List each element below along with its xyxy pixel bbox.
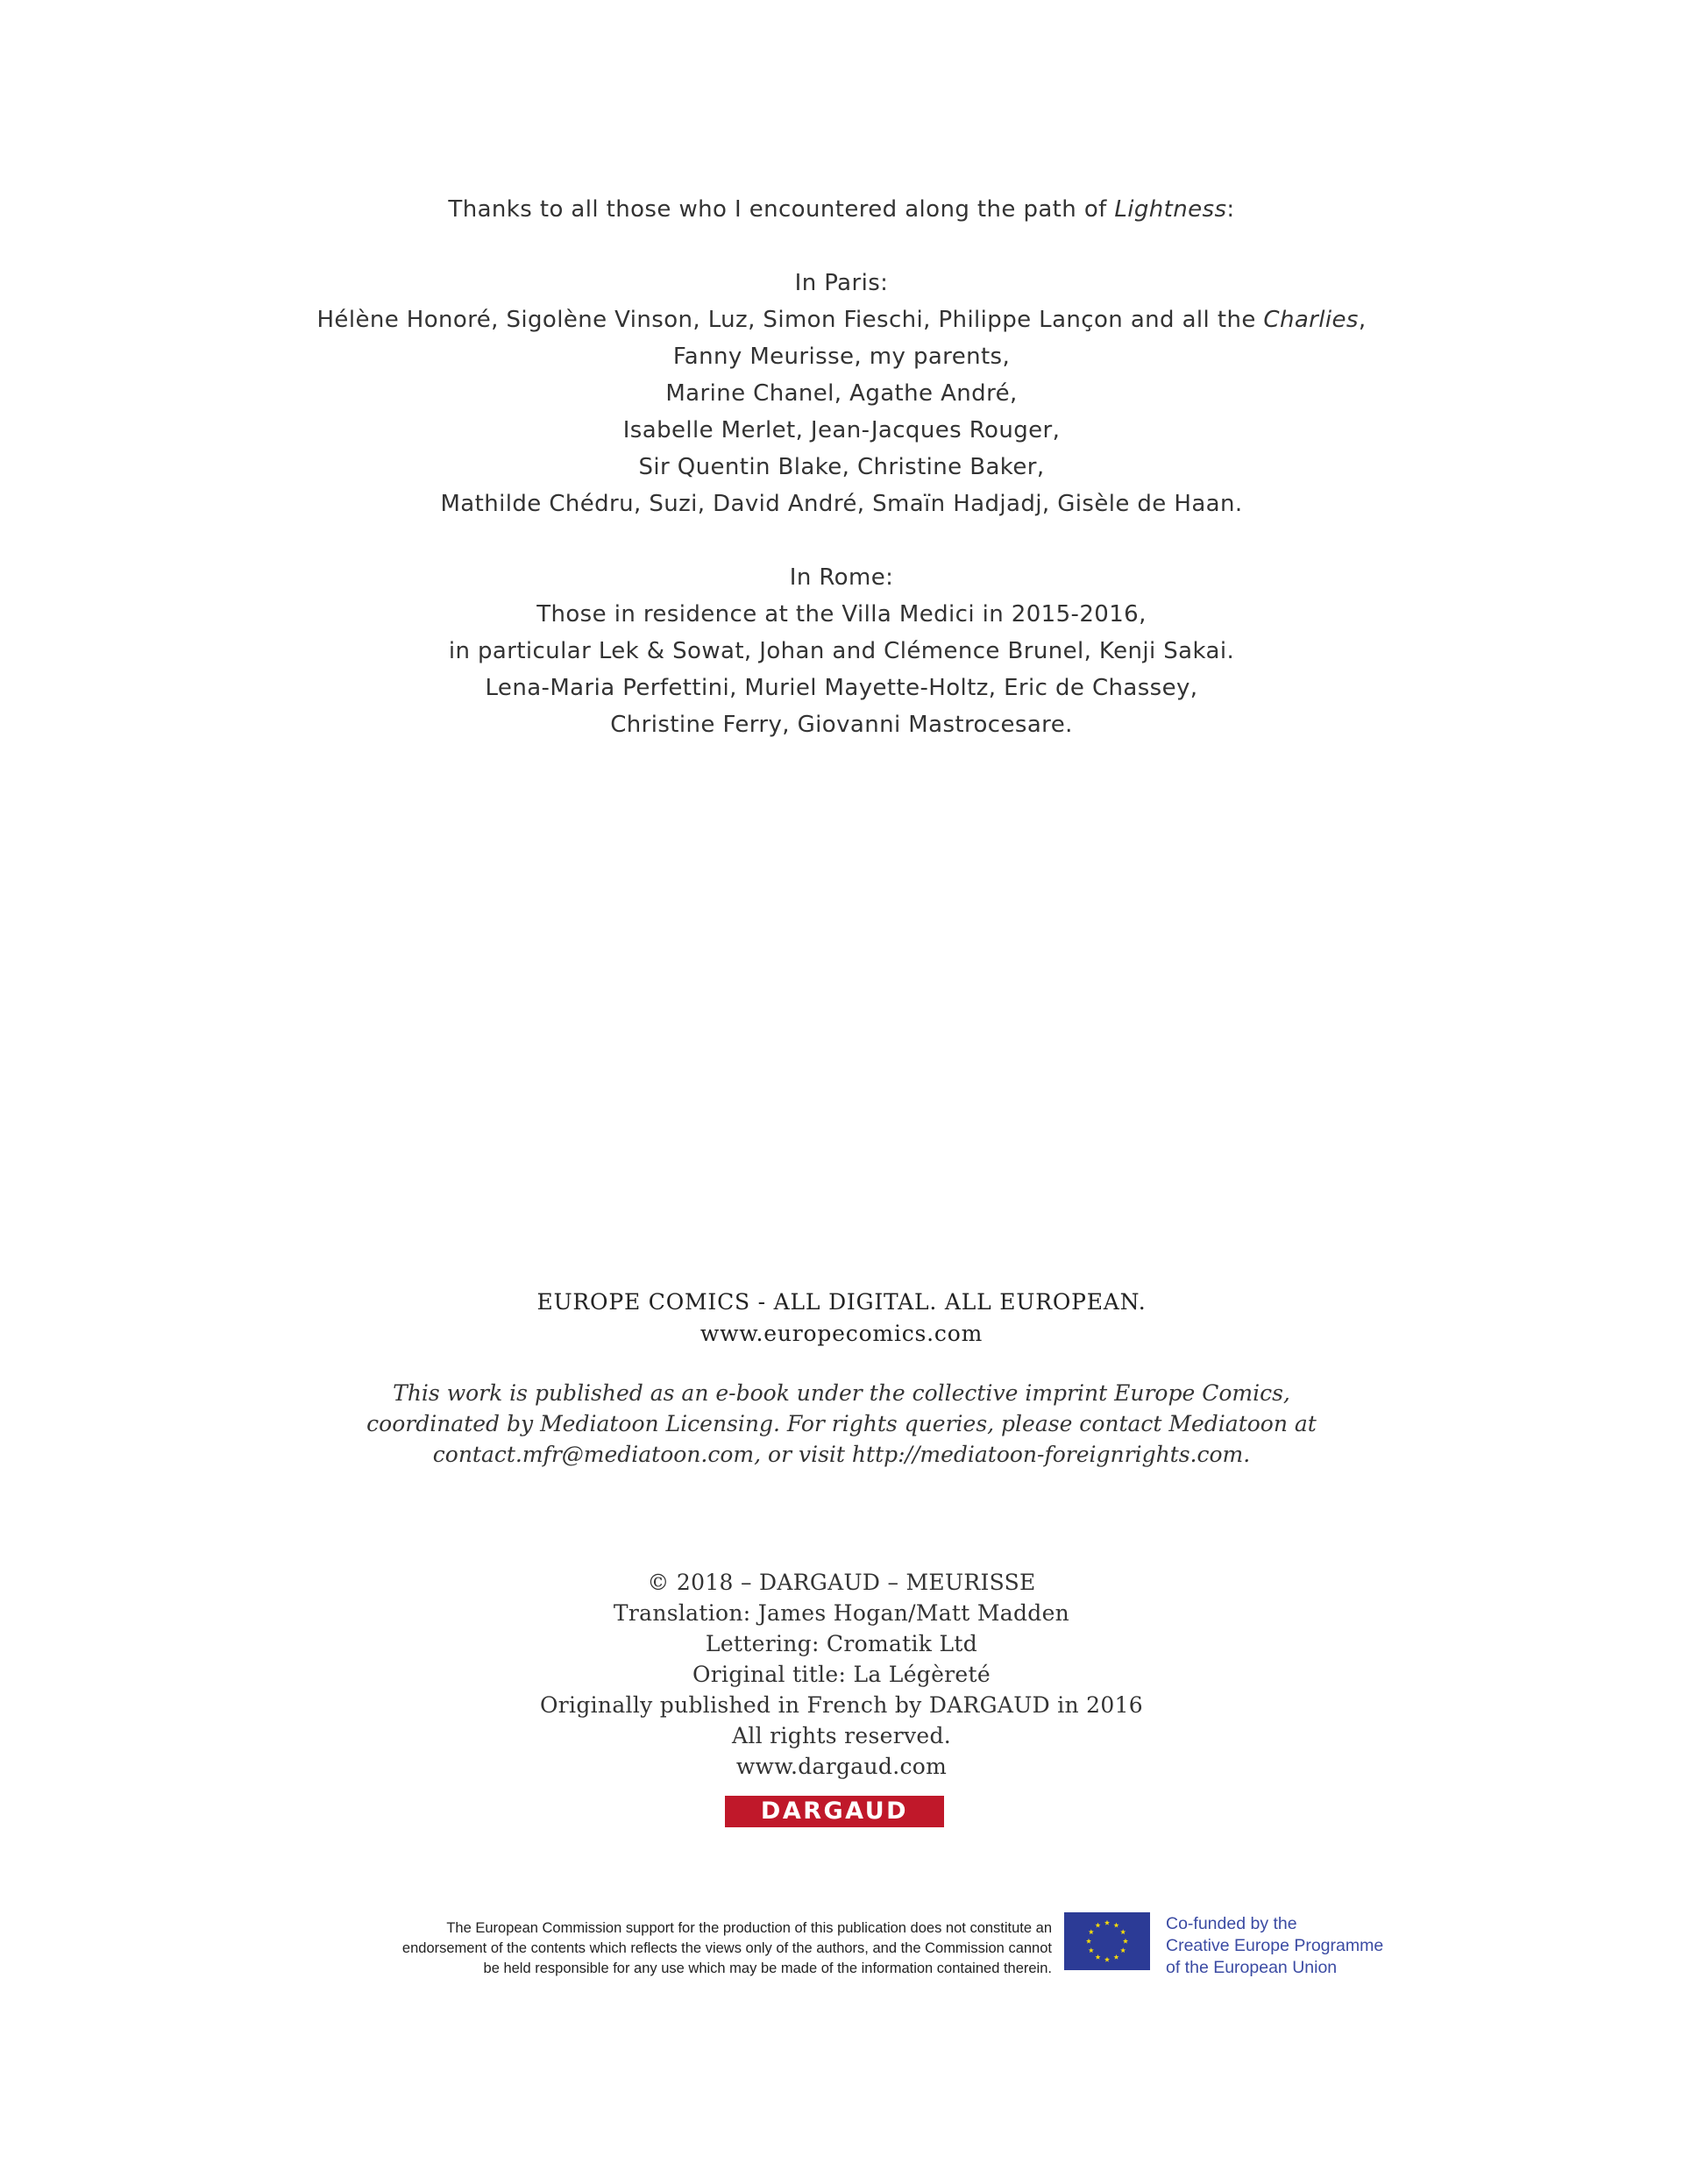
imprint-notice xyxy=(0,1378,1683,1470)
eu-star-icon xyxy=(1089,1947,1094,1953)
eu-star-icon xyxy=(1120,1947,1126,1953)
europe-comics-header xyxy=(0,1287,1683,1350)
cofunded-label xyxy=(1166,1913,1383,1979)
translation-line: Translation: James Hogan/Matt Madden xyxy=(613,1600,1070,1626)
eu-disclaimer xyxy=(245,1918,1052,1979)
original-publication-line: Originally published in French by DARGAUD in 2016 xyxy=(539,1692,1143,1718)
imprint-line: This work is published as an e-book under the collective imprint Europe Comics, xyxy=(393,1380,1290,1406)
eu-star-icon xyxy=(1104,1920,1110,1925)
paris-line: Isabelle Merlet, Jean-Jacques Rouger, xyxy=(622,417,1061,443)
dargaud-website: www.dargaud.com xyxy=(735,1754,948,1779)
europe-comics-website: www.europecomics.com xyxy=(699,1321,984,1346)
acknowledgements-intro: Thanks to all those who I encountered along the path of Lightness: xyxy=(448,196,1235,223)
cofunded-line: Co-funded by the xyxy=(1166,1914,1297,1933)
lettering-line: Lettering: Cromatik Ltd xyxy=(705,1631,978,1656)
acknowledgements xyxy=(0,191,1683,743)
eu-star-icon xyxy=(1120,1929,1126,1934)
europe-comics-tagline: EUROPE COMICS - ALL DIGITAL. ALL EUROPEAN. xyxy=(536,1289,1147,1315)
paris-line: Marine Chanel, Agathe André, xyxy=(665,380,1018,407)
original-title-line: Original title: La Légèreté xyxy=(692,1662,991,1687)
rome-line: Those in residence at the Villa Medici in 2015-2016, xyxy=(536,601,1147,628)
paris-heading: In Paris: xyxy=(794,270,889,296)
eu-star-icon xyxy=(1113,1954,1118,1960)
paris-line: Fanny Meurisse, my parents, xyxy=(672,344,1011,370)
rome-line: Christine Ferry, Giovanni Mastrocesare. xyxy=(610,712,1073,738)
eu-stars-icon xyxy=(1064,1912,1150,1970)
eu-star-icon xyxy=(1113,1923,1118,1928)
eu-star-icon xyxy=(1123,1939,1128,1944)
dargaud-logo xyxy=(725,1796,944,1827)
charlies-italic: Charlies xyxy=(1263,307,1359,333)
imprint-line: coordinated by Mediatoon Licensing. For rights queries, please contact Mediatoon at xyxy=(366,1411,1317,1436)
disclaimer-line: be held responsible for any use which may be made of the information contained therein. xyxy=(483,1961,1052,1976)
eu-star-icon xyxy=(1086,1939,1091,1944)
eu-star-icon xyxy=(1095,1923,1100,1928)
paris-line: Mathilde Chédru, Suzi, David André, Smaïn Hadjadj, Gisèle de Haan. xyxy=(440,491,1243,517)
eu-star-icon xyxy=(1095,1954,1100,1960)
disclaimer-line: The European Commission support for the production of this publication does not constitute an xyxy=(446,1920,1052,1936)
copyright-credits xyxy=(0,1567,1683,1782)
cofunded-line: Creative Europe Programme xyxy=(1166,1936,1384,1955)
disclaimer-line: endorsement of the contents which reflects the views only of the authors, and the Commission cannot xyxy=(401,1940,1052,1956)
eu-star-icon xyxy=(1104,1957,1110,1962)
book-title-italic: Lightness xyxy=(1114,196,1227,223)
rome-line: in particular Lek & Sowat, Johan and Clémence Brunel, Kenji Sakai. xyxy=(448,638,1235,664)
imprint-line: contact.mfr@mediatoon.com, or visit http://mediatoon-foreignrights.com. xyxy=(432,1442,1251,1467)
rome-heading: In Rome: xyxy=(789,564,894,591)
eu-flag-icon xyxy=(1064,1912,1150,1970)
rights-reserved-line: All rights reserved. xyxy=(731,1723,952,1748)
paris-line: Sir Quentin Blake, Christine Baker, xyxy=(638,454,1045,480)
paris-line: Hélène Honoré, Sigolène Vinson, Luz, Simon Fieschi, Philippe Lançon and all the Charlies, xyxy=(316,307,1367,333)
cofunded-line: of the European Union xyxy=(1166,1958,1338,1977)
dargaud-logo-text: DARGAUD xyxy=(760,1798,909,1825)
eu-star-icon xyxy=(1089,1929,1094,1934)
rome-line: Lena-Maria Perfettini, Muriel Mayette-Holtz, Eric de Chassey, xyxy=(485,675,1198,701)
copyright-line: © 2018 – DARGAUD – MEURISSE xyxy=(647,1570,1036,1595)
